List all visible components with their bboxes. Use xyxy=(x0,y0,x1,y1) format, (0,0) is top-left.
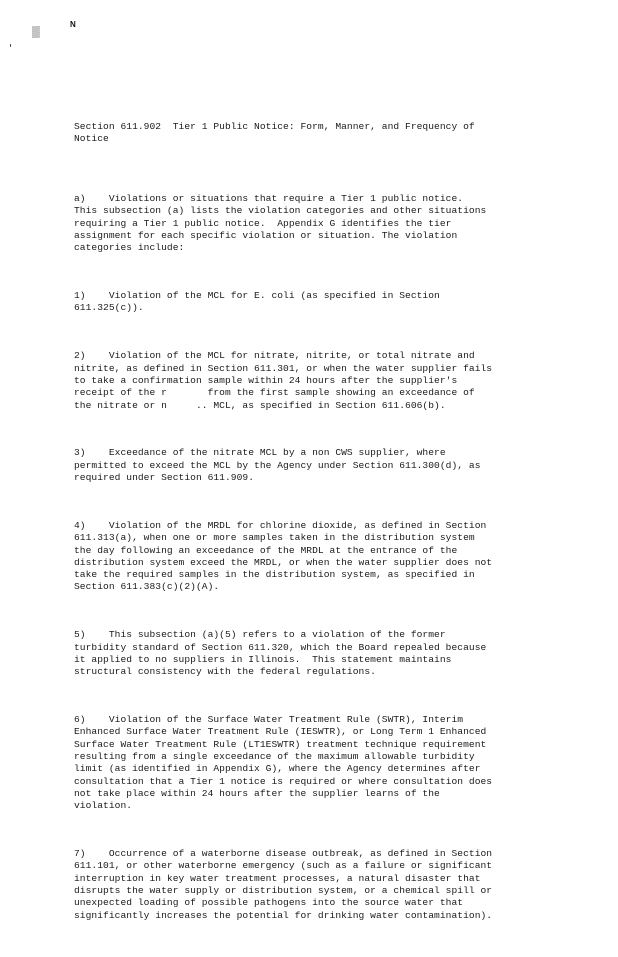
paragraph-item-4: 4) Violation of the MRDL for chlorine dioxide, as defined in Section 611.313(a), when one or more samples taken in the distribution system the day following an exceedance of the MRDL at the entrance of the distribution system exceed the MRDL, or when the water supplier does not take the required samples in the distribution system, as specified in Section 611.383(c)(2)(A). xyxy=(74,519,493,593)
paragraph-item-2: 2) Violation of the MCL for nitrate, nitrite, or total nitrate and nitrite, as defined in Section 611.301, or when the water supplier fails to take a confirmation sample within 24 hours after the supplier's receipt of the r from the first sample showing an exceedance of the nitrate or n .. MCL, as specified in Section 611.606(b). xyxy=(74,350,493,411)
paragraph-item-7: 7) Occurrence of a waterborne disease outbreak, as defined in Section 611.101, or other waterborne emergency (such as a failure or significant interruption in key water treatment processes, a natural disaster that disrupts the water supply or distribution system, or a chemical spill or unexpected loading of possible pathogens into the source water that significantly increases the potential for drinking water contamination). xyxy=(74,848,493,921)
paragraph-item-1: 1) Violation of the MCL for E. coli (as specified in Section 611.325(c)). xyxy=(74,290,440,314)
document-body xyxy=(74,96,534,957)
scan-corner-mark-left: ▒ xyxy=(32,26,40,38)
section-heading: Section 611.902 Tier 1 Public Notice: Form, Manner, and Frequency of Notice xyxy=(74,120,475,144)
paragraph-item-3: 3) Exceedance of the nitrate MCL by a non CWS supplier, where permitted to exceed the MCL by the Agency under Section 611.300(d), as required under Section 611.909. xyxy=(74,447,481,484)
paragraph-intro: a) Violations or situations that require a Tier 1 public notice. This subsection (a) lists the violation categories and other situations requiring a Tier 1 public notice. Appendix G identifies the tier assignment for each specific violation or situation. The violation categories include: xyxy=(74,193,487,254)
scan-corner-mark-right: N xyxy=(70,20,76,29)
paragraph-item-5: 5) This subsection (a)(5) refers to a violation of the former turbidity standard of Section 611.320, which the Board repealed because it applied to no suppliers in Illinois. This statement maintains structural consistency with the federal regulations. xyxy=(74,629,487,678)
scan-speck xyxy=(10,44,11,47)
paragraph-item-6: 6) Violation of the Surface Water Treatment Rule (SWTR), Interim Enhanced Surface Water Treatment Rule (IESWTR), or Long Term 1 Enhanced Surface Water Treatment Rule (LT1ESWTR) treatment technique requirement resulting from a single exceedance of the maximum allowable turbidity limit (as identified in Appendix G), where the Agency determines after consultation that a Tier 1 notice is required or where consultation does not take place within 24 hours after the supplier learns of the violation. xyxy=(74,714,493,812)
